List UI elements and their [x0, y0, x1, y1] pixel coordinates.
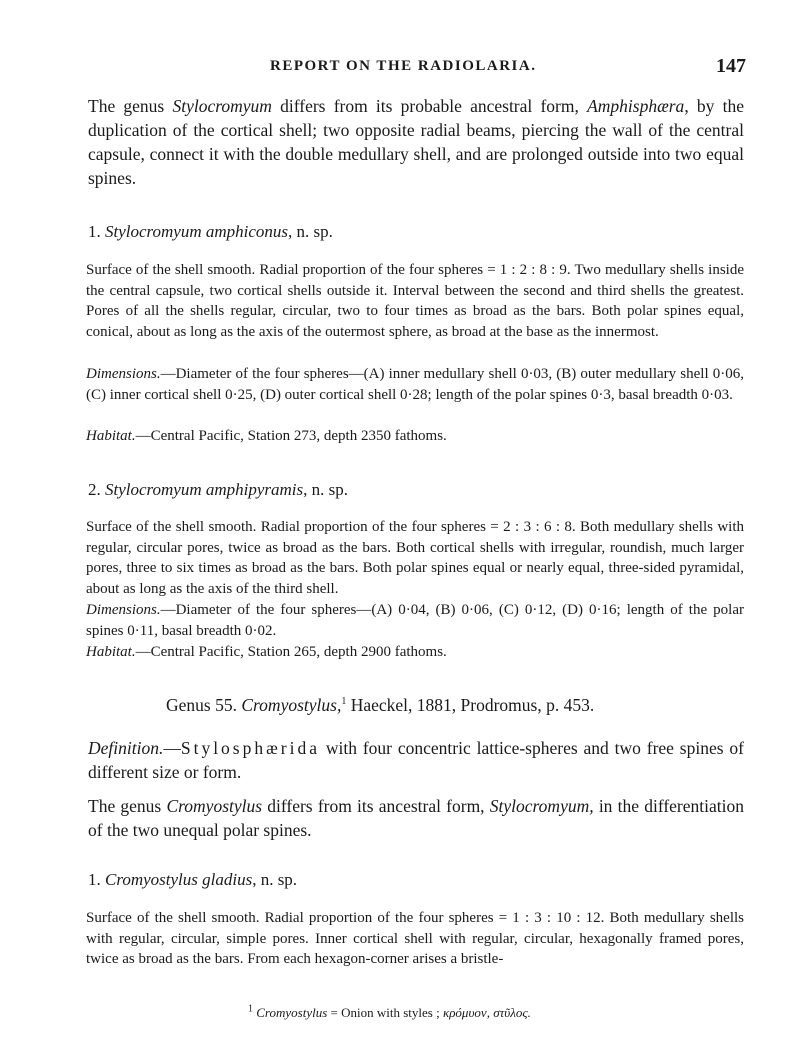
species-2-description: Surface of the shell smooth. Radial proportion of the four spheres = 2 : 3 : 6 : 8. Both medullary shells with regular, circular pores, twice as broad as the bars. Both cortical shells with irregular, roundish, much larger pores, three to six times as broad as the bars. Both polar spines equal or nearly equal, three-sided pyramidal, about as long as the axis of the third shell. [86, 519, 744, 597]
genus-definition: Definition.—Stylosphærida with four concentric lattice-spheres and two free spines of different size or form. [88, 738, 744, 782]
running-title: REPORT ON THE RADIOLARIA. [270, 58, 537, 74]
genus-heading: Genus 55. Cromyostylus,$^1$ Haeckel, 1881, Prodromus, p. 453. [166, 695, 595, 715]
species-3-heading: 1. Cromyostylus gladius, n. sp. [88, 870, 298, 889]
ancestor-name: Amphisphæra [587, 96, 685, 116]
species-1-dimensions: Dimensions.—Diameter of the four spheres—(A) inner medullary shell 0·03, (B) outer medullary shell 0·06, (C) inner cortical shell 0·25, (D) outer cortical shell 0·28; length of the polar spines 0·3, basal breadth 0·03. [86, 366, 744, 403]
species-1-description: Surface of the shell smooth. Radial proportion of the four spheres = 1 : 2 : 8 : 9. Two medullary shells inside the central capsule, two cortical shells outside it. Interval between the second and third shells the greatest. Pores of all the shells regular, circular, two to four times as broad as the bars. Both polar spines equal, conical, about as long as the axis of the outermost sphere, as broad at the base as the innermost. [86, 262, 744, 340]
footnote: $^1$ Cromyostylus = Onion with styles ; κρόμυον, στῦλος. [248, 1003, 531, 1020]
footnote-reference: 1 [341, 696, 347, 708]
species-3-description: Surface of the shell smooth. Radial proportion of the four spheres = 1 : 3 : 10 : 12. Both medullary shells with regular, circular, simple pores. Inner cortical shell with regular, circular, hexagonally framed pores, twice as broad as the bars. From each hexagon-corner arises a bristle- [86, 910, 744, 968]
page-number: 147 [716, 55, 746, 77]
species-3-name: Cromyostylus gladius [105, 870, 253, 889]
species-1-heading: 1. Stylocromyum amphiconus, n. sp. [88, 222, 333, 241]
genus-paragraph: The genus Cromyostylus differs from its ancestral form, Stylocromyum, in the differentiation of the two unequal polar spines. [88, 796, 744, 840]
species-2-name: Stylocromyum amphipyramis [105, 480, 304, 499]
species-2-heading: 2. Stylocromyum amphipyramis, n. sp. [88, 480, 349, 499]
species-2-habitat: Habitat.—Central Pacific, Station 265, depth 2900 fathoms. [86, 644, 447, 660]
species-1-habitat: Habitat.—Central Pacific, Station 273, depth 2350 fathoms. [86, 428, 447, 444]
intro-paragraph: The genus Stylocromyum differs from its probable ancestral form, Amphisphæra, by the duplication of the cortical shell; two opposite radial beams, piercing the wall of the central capsule, connect it with the double medullary shell, and are prolonged outside into two equal spines. [88, 96, 744, 188]
genus-name: Stylocromyum [172, 96, 272, 116]
species-1-name: Stylocromyum amphiconus [105, 222, 289, 241]
species-2-dimensions: Dimensions.—Diameter of the four spheres—(A) 0·04, (B) 0·06, (C) 0·12, (D) 0·16; length of the polar spines 0·11, basal breadth 0·02. [86, 602, 744, 639]
